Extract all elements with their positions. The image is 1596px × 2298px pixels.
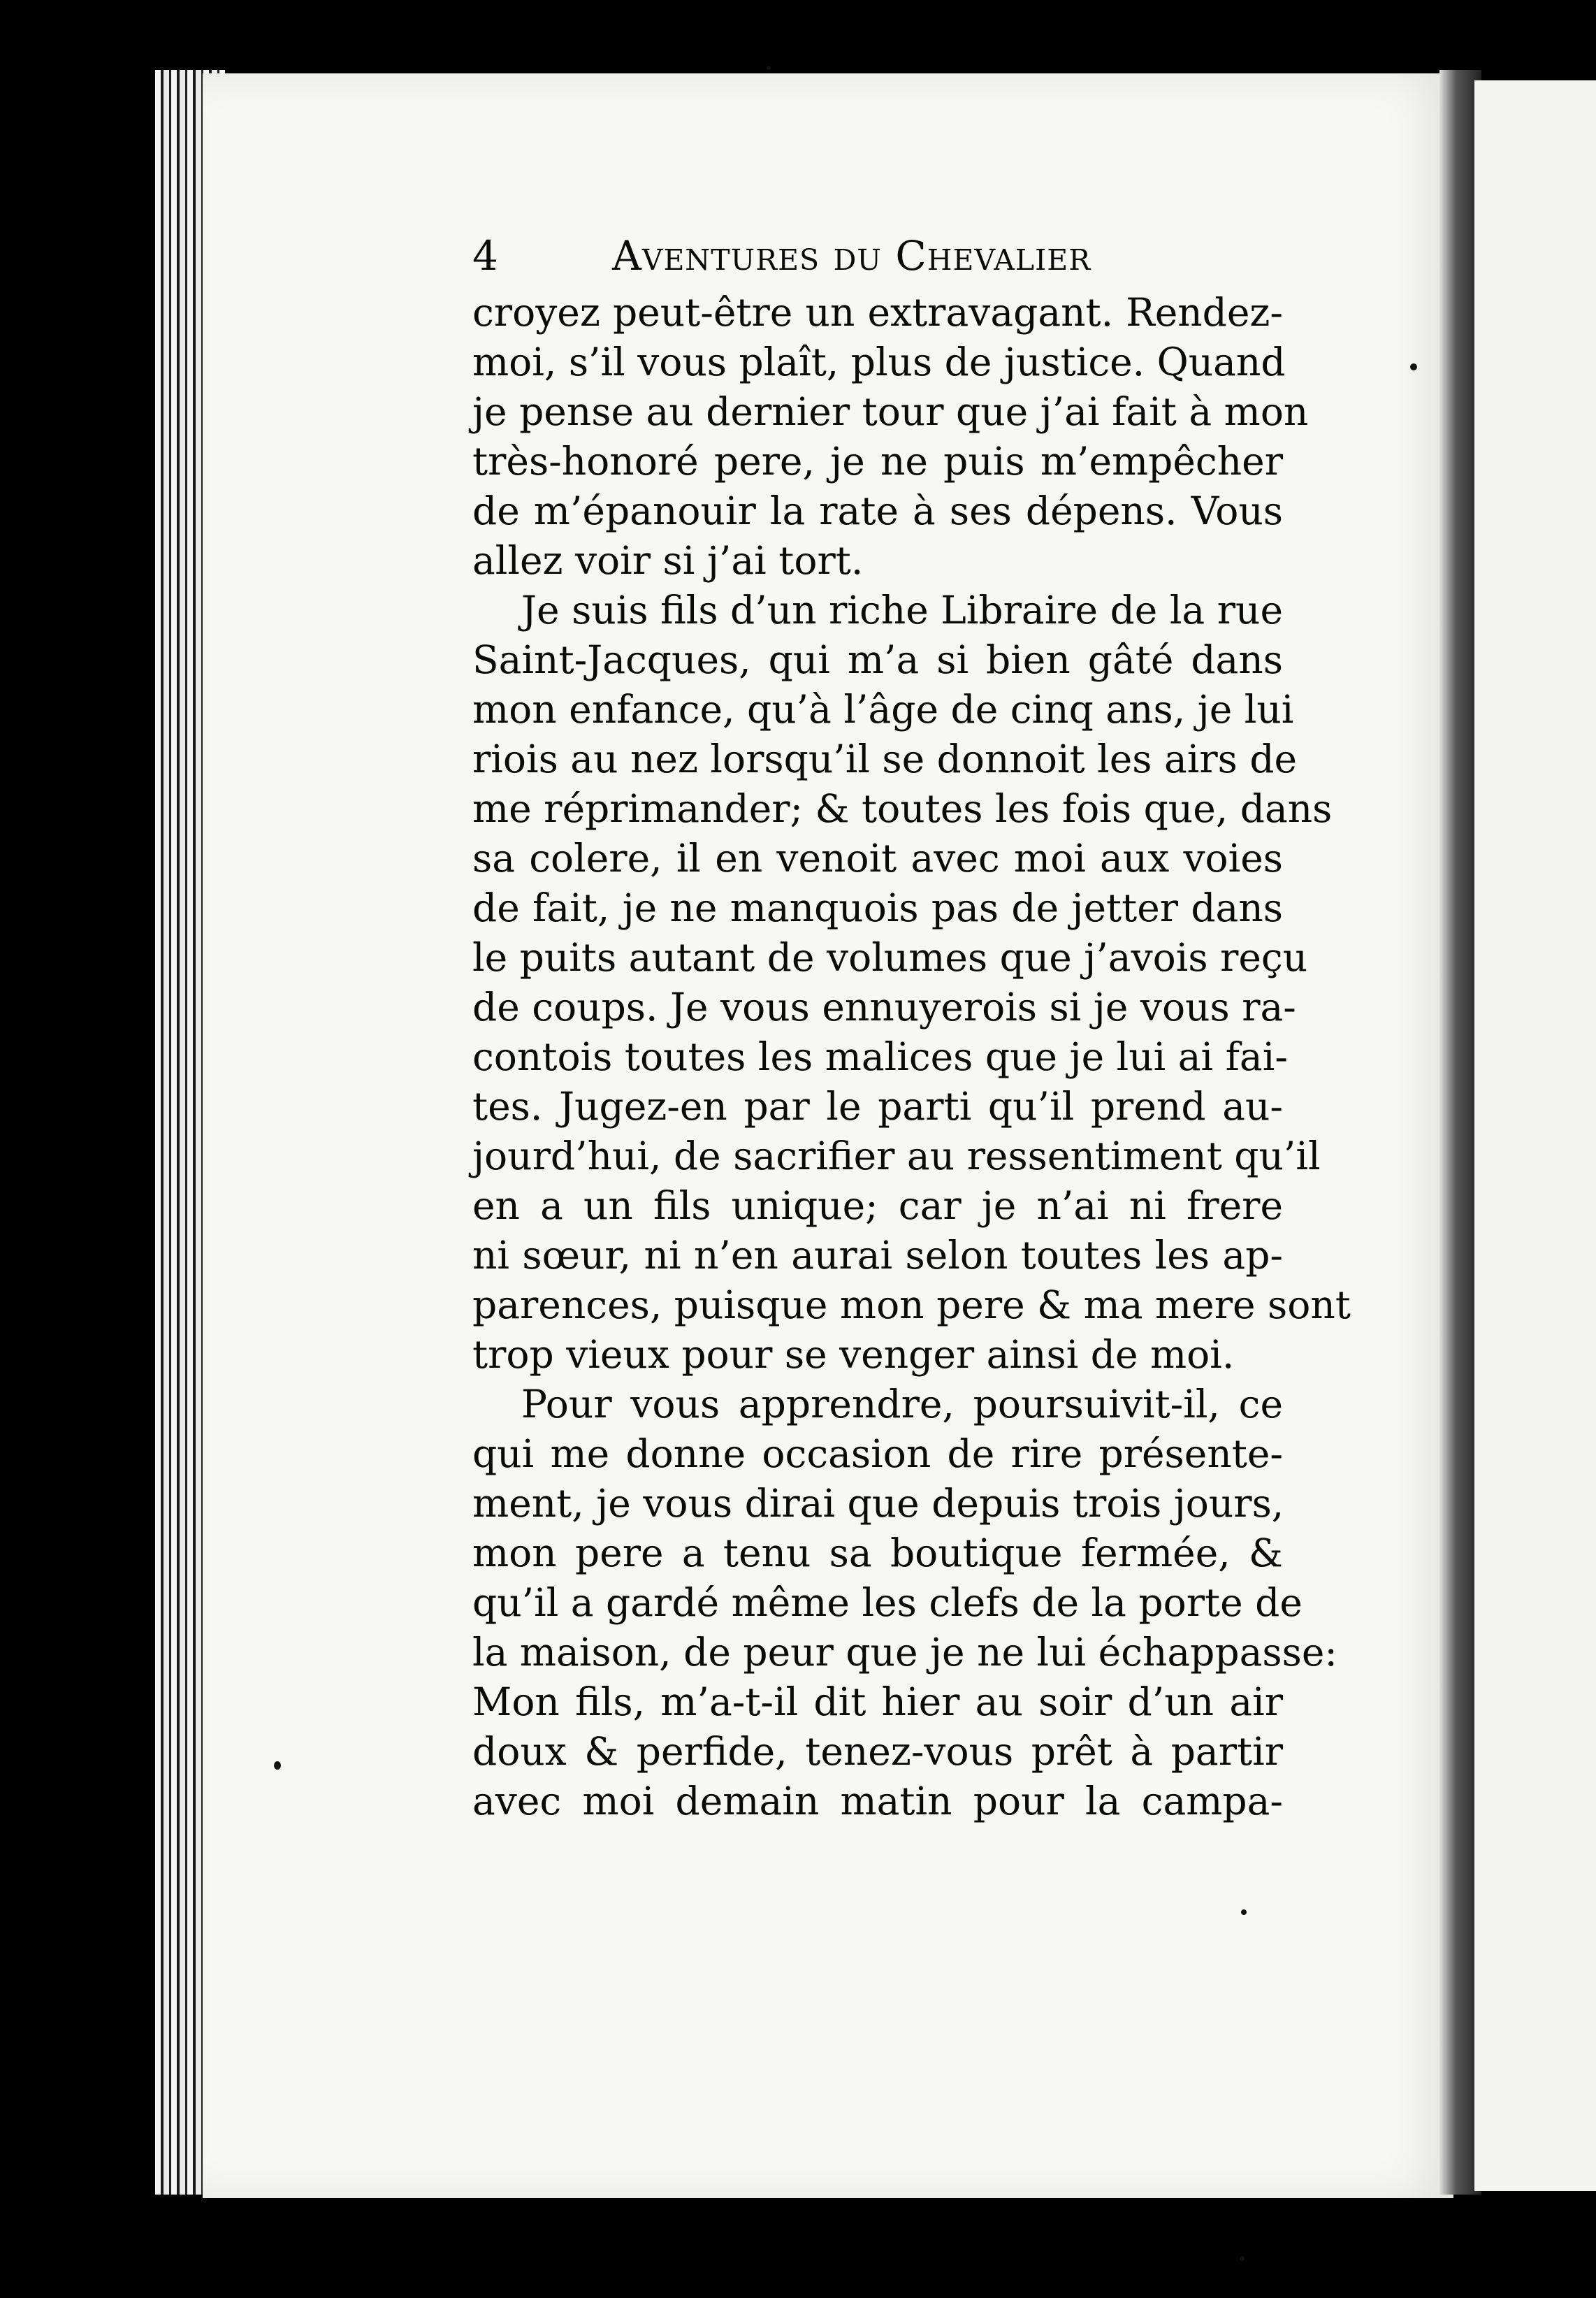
text-line: trop vieux pour se venger ainsi de moi. <box>472 1332 1235 1377</box>
text-line: me réprimander; & toutes les fois que, dans <box>472 786 1333 831</box>
text-line: ment, je vous dirai que depuis trois jours, <box>472 1481 1284 1526</box>
page-number: 4 <box>472 232 499 280</box>
text-line: de fait, je ne manquois pas de jetter dans <box>472 886 1283 930</box>
text-line: jourd’hui, de sacrifier au ressentiment qu’il <box>472 1134 1321 1178</box>
text-line: doux & perfide, tenez-vous prêt à partir <box>472 1729 1283 1774</box>
text-line: tes. Jugez-en par le parti qu’il prend au- <box>472 1084 1283 1129</box>
scan-speck <box>1240 2256 1245 2261</box>
text-line: sa colere, il en venoit avec moi aux voies <box>472 836 1283 881</box>
text-line: Mon fils, m’a-t-il dit hier au soir d’un air <box>472 1679 1283 1724</box>
text-line: allez voir si j’ai tort. <box>472 538 864 583</box>
text-line: la maison, de peur que je ne lui échappasse: <box>472 1630 1337 1675</box>
running-head <box>472 232 1283 288</box>
scan-speck <box>767 66 771 70</box>
text-line: contois toutes les malices que je lui ai fai- <box>472 1034 1288 1079</box>
text-line: parences, puisque mon pere & ma mere sont <box>472 1282 1351 1327</box>
paragraph-start-line: Je suis fils d’un riche Libraire de la rue <box>521 588 1283 633</box>
text-line: je pense au dernier tour que j’ai fait à mon <box>472 389 1309 434</box>
facing-page-edge <box>1474 80 1596 2191</box>
text-line: mon pere a tenu sa boutique fermée, & <box>472 1531 1283 1575</box>
text-line: Saint-Jacques, qui m’a si bien gâté dans <box>472 637 1283 682</box>
scan-speck <box>274 1761 281 1770</box>
text-line: croyez peut-être un extravagant. Rendez- <box>472 290 1283 335</box>
text-line: riois au nez lorsqu’il se donnoit les airs de <box>472 737 1298 781</box>
text-line: de coups. Je vous ennuyerois si je vous ra- <box>472 985 1296 1029</box>
scan-speck <box>1241 1909 1247 1915</box>
page-text <box>472 232 1351 1826</box>
text-line: mon enfance, qu’à l’âge de cinq ans, je lui <box>472 687 1294 732</box>
text-line: en a un fils unique; car je n’ai ni frere <box>472 1183 1283 1228</box>
running-head-title: Aventures du Chevalier <box>612 232 1091 280</box>
text-line: ni sœur, ni n’en aurai selon toutes les ap- <box>472 1233 1283 1278</box>
text-line: qu’il a gardé même les clefs de la porte de <box>472 1580 1303 1625</box>
text-line: avec moi demain matin pour la campa- <box>472 1779 1283 1823</box>
paragraph-start-line: Pour vous apprendre, poursuivit-il, ce <box>521 1382 1283 1426</box>
scan-speck <box>1410 363 1417 370</box>
text-line: le puits autant de volumes que j’avois reçu <box>472 935 1308 980</box>
text-line: de m’épanouir la rate à ses dépens. Vous <box>472 489 1283 533</box>
text-line: moi, s’il vous plaît, plus de justice. Quand <box>472 340 1286 384</box>
text-line: qui me donne occasion de rire présente- <box>472 1431 1283 1476</box>
text-line: très-honoré pere, je ne puis m’empêcher <box>472 439 1283 484</box>
